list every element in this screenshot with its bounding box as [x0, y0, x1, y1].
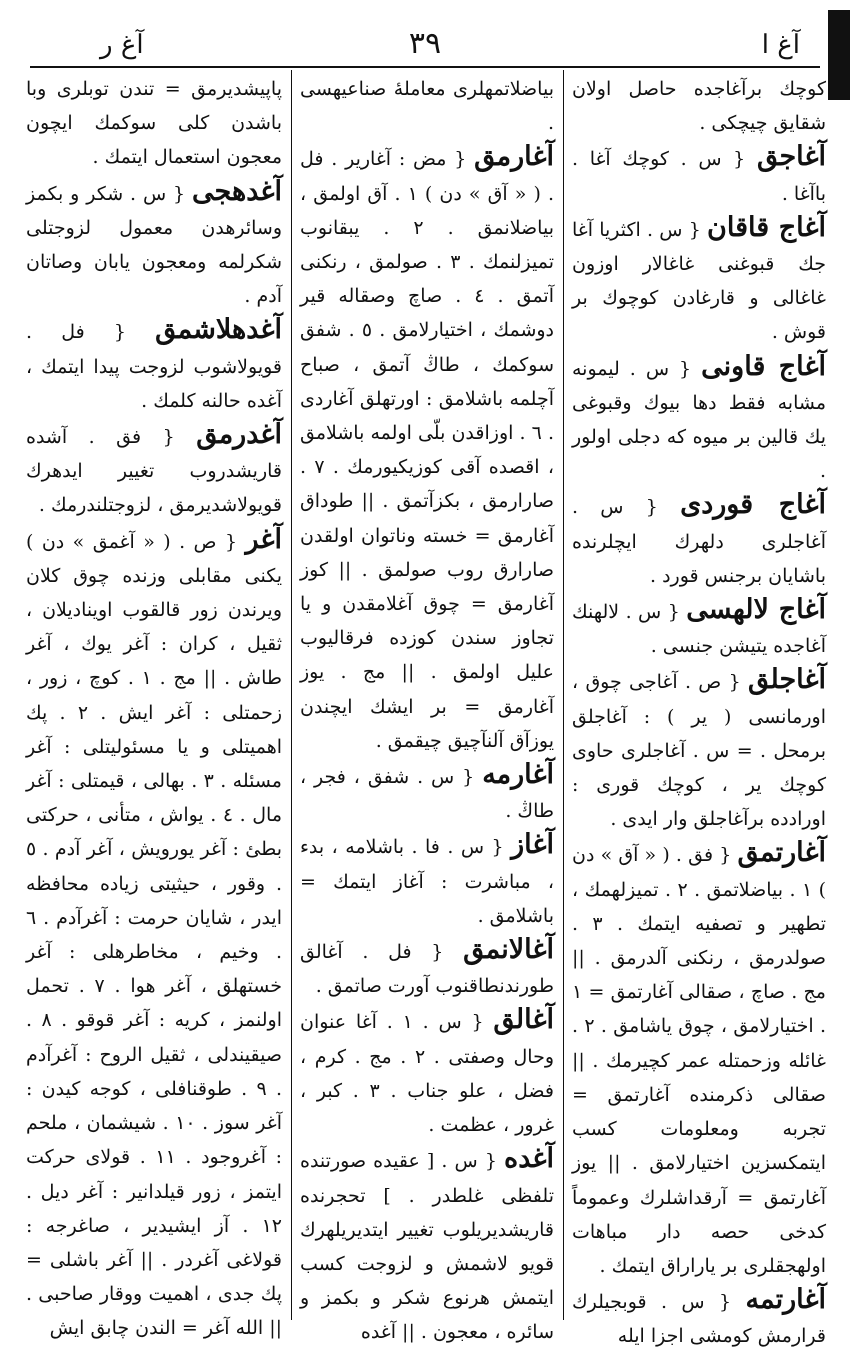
entry-headword: آغاج لالهسى [686, 594, 826, 626]
entry-definition: { فل . آغالق طورندنطاقنوب آورت صاتمق . [300, 941, 554, 998]
entry-definition: { فق . ( « آق » دن ) ١ . بياضلاتمق . ٢ . تميزلهمك ، تطهير و تصفيه ايتمك . ٣ . صولدرمق ، رنكنى آلدرمق . || مج . صاچ ، صقالى آغارتمق = ١ . اختيارلامق ، چوق ياشامق . ٢ . غائله وزحمتله عمر كچيرمك . || صقالى ذكرمنده آغارتمق = تجربه ومعلومات كسب ايتمكسزين اختيارلامق . || يوز آغارتمق = آرقداشلرك وعموماً كدخى حصه دار مباهات اولهجقلرى بر ياراراق ايتمك . [572, 844, 827, 1277]
column-right [572, 72, 827, 1348]
entry-headword: آغارتمق [737, 837, 826, 869]
dictionary-entry [572, 211, 826, 350]
dictionary-entry [572, 488, 826, 593]
entry-headword: آغاجلق [747, 664, 826, 696]
entry-definition: { س . كوچك آغا . باآغا . [572, 148, 826, 205]
entry-headword: آغاج قاقان [707, 211, 826, 243]
dictionary-entry [26, 313, 282, 418]
entry-definition: { س . ١ . آغا عنوان وحال وصفتى . ٢ . مج . كرم ، فضل ، علو جناب . ٣ . كبر ، غرور ، عظمت . [300, 1011, 554, 1137]
dictionary-entry [300, 1003, 554, 1142]
header-guide-word-right: آغ ا [761, 30, 800, 60]
dictionary-entry [572, 72, 826, 140]
dictionary-entry [572, 663, 826, 836]
entry-definition: پاپيشديرمق = تندن توبلرى وبا باشدن كلى سوكمك ايچون معجون استعمال ايتمك . [26, 78, 282, 169]
dictionary-entry [300, 140, 554, 758]
entry-headword: آغده [504, 1143, 554, 1175]
entry-definition: { س . لالهنك آغاجده يتيشن جنسى . [572, 601, 826, 658]
dictionary-entry [572, 836, 826, 1283]
page-number: ٣٩ [408, 26, 442, 61]
entry-headword: آغاج قاونى [701, 350, 826, 382]
column-left [26, 72, 283, 1340]
entry-headword: آغارمه [482, 759, 555, 791]
entry-headword: آغر [245, 523, 283, 555]
dictionary-entry [26, 72, 282, 175]
header-rule [30, 66, 820, 68]
entry-headword: آغاج قوردى [680, 489, 826, 521]
entry-headword: آغدهلاشمق [155, 314, 282, 346]
entry-headword: آغاز [511, 829, 554, 861]
entry-definition: { س . شكر و بكمز وسائرهدن معمول لزوجتلى شكرلمه ومعجون يابان وصاتان آدم . [26, 182, 282, 308]
dictionary-entry [572, 350, 826, 489]
entry-headword: آغدهجى [192, 175, 282, 207]
dictionary-entry [26, 523, 282, 1346]
entry-definition: { س . ليمونه مشابه فقط دها بيوك وقبوغى يك قالين بر ميوه كه دجلى اولور . [572, 357, 826, 483]
column-divider-2 [291, 70, 293, 1320]
entry-definition: { س . قوبجيلرك قرارمش كومشى اجزا ايله [572, 1291, 826, 1348]
entry-headword: آغالانمق [463, 934, 554, 966]
entry-definition: { فق . آشده قاريشدروب تغيير ايدهرك قويولاشديرمق ، لزوجتلندرمك . [26, 426, 282, 517]
dictionary-entry [572, 593, 826, 663]
entry-definition: { س . فا . باشلامه ، بدء ، مباشرت : آغاز ايتمك = باشلامق . [300, 836, 554, 927]
dictionary-entry [572, 140, 826, 210]
dictionary-entry [300, 758, 554, 828]
entry-definition: { س . اكثريا آغا جك قبوغنى غاغالار اوزون غاغالى و قارغادن كوچوك بر قوش . [572, 218, 826, 344]
column-middle [300, 72, 555, 1344]
dictionary-entry [572, 1283, 826, 1353]
entry-definition: { مض : آغارير . فل . ( « آق » دن ) ١ . آق اولمق ، بياضلانمق . ٢ . يبقانوب تميزلنمك . ٣ . صولمق ، رنكنى آتمق . ٤ . صاچ وصقاله قير دوشمك ، اختيارلامق . ٥ . شفق سوكمك ، طاڭ آتمق ، صباح آچلمه باشلامق : اورتهلق آغاردى . ٦ . اوزاقدن بلّى اولمه باشلامق ، اقصده آقى كوزيكيورمك . ٧ . صارارمق ، بكزآتمق . || طوداق آغارمق = خسته وناتوان اولقدن صارارق روب صولمق . || كوز آغارمق = چوق آغلامقدن و يا تجاوز سندن كوزده فرقاليوب عليل اولمق . || مج . يوز آغارمق = بر ايشك ايچندن يوزآق آلنآچيق چيقمق . [300, 148, 554, 752]
dictionary-entry [26, 175, 282, 314]
entry-definition: كوچك برآغاجده حاصل اولان شقايق چيچكى . [572, 78, 826, 135]
header-guide-word-left: آغ ر [100, 30, 144, 60]
entry-headword: آغارتمه [745, 1284, 826, 1316]
dictionary-entry [300, 1142, 554, 1349]
entry-headword: آغدرمق [196, 419, 282, 451]
entry-definition: { ص . آغاجى چوق ، اورمانسى ( ير ) : آغاجلق برمحل . = س . آغاجلرى حاوى كوچك ير ، كوچك قورى : اورادده برآغاجلق وار ايدى . [572, 671, 826, 831]
dictionary-entry [300, 933, 554, 1003]
entry-definition: بياضلاتمهلرى معاملهٔ صناعيهسى . [300, 78, 554, 135]
entry-headword: آغاجق [756, 141, 827, 173]
entry-definition: { ص . ( « آغمق » دن ) يكنى مقابلى وزنده چوق كلان ويرندن زور قالقوب اويناديلان ، ثقيل ، كران : آغر يوك ، آغر طاش . || مج . ١ . كوچ ، زور ، زحمتلى : آغر ايش . ٢ . پك اهميتلى و يا مسئوليتلى : آغر مسئله . ٣ . بهالى ، قيمتلى : آغر مال . ٤ . يواش ، متأنى ، حركتى بطئ : آغر يورويش ، آغر آدم . ٥ . وقور ، حيثيتى زياده محافظه ايدر ، شايان حرمت : آغرآدم . ٦ . وخيم ، مخاطرهلى : آغر خستهلق ، آغر هوا . ٧ . تحمل اولنمز ، كريه : آغر قوقو . ٨ . صيقيندلى ، ثقيل الروح : آغرآدم . ٩ . طوقنافلى ، كوجه كيدن : آغر سوز . ١٠ . شيشمان ، ملحم : آغروجود . ١١ . قولاى حركت ايتمز ، زور قيلدانير : آغر ديل . ١٢ . آز ايشيدير ، صاغرجه : قولاغى آغردر . || آغر باشلى = پك جدى ، اهميت ووقار صاحبى . || الله آغر = الندن چابق ايش [26, 530, 282, 1340]
entry-definition: { س . [ عقيده صورتنده تلفظى غلطدر . ] تحجرنده قاريشديريلوب تغيير ايتديريلهرك قويو لاشمش و لزوجت كسب ايتمش هرنوع شكر و بكمز و سائره ، معجون . || آغده [300, 1150, 554, 1344]
entry-headword: آغالق [493, 1004, 554, 1036]
dictionary-entry [26, 418, 282, 523]
entry-definition: { فل . قويولاشوب لزوجت پيدا ايتمك ، آغده حالنه كلمك . [26, 321, 282, 412]
entry-headword: آغارمق [474, 141, 554, 173]
entry-definition: { س . آغاجلرى دلهرك ايچلرنده باشايان برجنس قورد . [572, 496, 826, 587]
page-edge-mark [828, 10, 850, 100]
column-divider-1 [563, 70, 565, 1320]
entry-definition: { س . شفق ، فجر ، طاڭ . [300, 766, 554, 823]
dictionary-entry [300, 72, 554, 140]
dictionary-entry [300, 828, 554, 933]
page-header [30, 26, 820, 66]
